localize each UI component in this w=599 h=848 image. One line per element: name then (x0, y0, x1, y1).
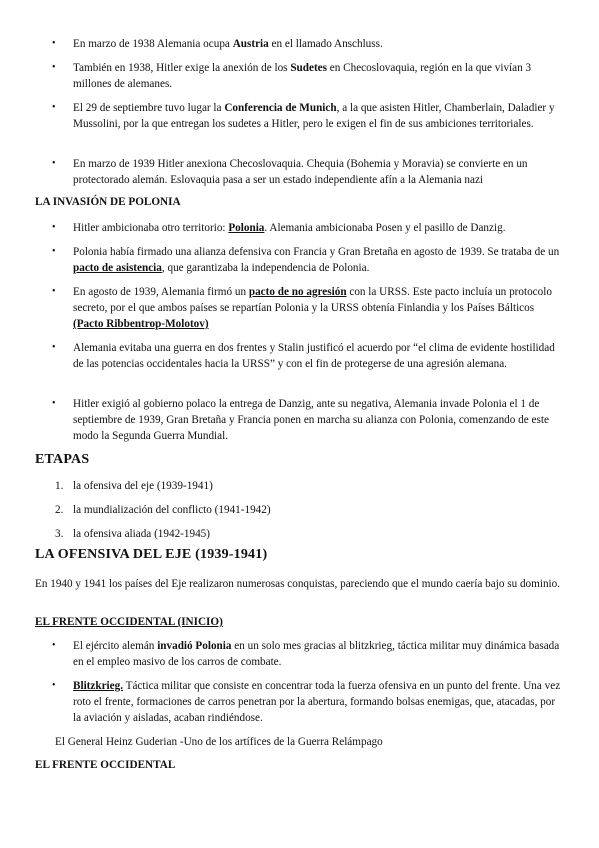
list-item-text: Alemania evitaba una guerra en dos frentes y Stalin justificó el acuerdo por “el clima de evidente hostilidad de las potencias occidentales hacia la URSS” y con el fin de protegerse de una agresión alemana. (73, 342, 555, 370)
bullet-icon: • (52, 680, 56, 691)
bullet-icon: • (52, 38, 56, 49)
section-heading-invasion: LA INVASIÓN DE POLONIA (35, 196, 181, 208)
section-heading-etapas: ETAPAS (35, 452, 90, 467)
list-item-text: El 29 de septiembre tuvo lugar la Conferencia de Munich, a la que asisten Hitler, Chamberlain, Daladier y Mussolini, por la que entregan los sudetes a Hitler, pero le exigen el fin de sus ambiciones territoriales. (73, 102, 555, 130)
bullet-icon: • (52, 246, 56, 257)
section-heading-frente-inicio: EL FRENTE OCCIDENTAL (INICIO) (35, 616, 223, 628)
caption-guderian: El General Heinz Guderian -Uno de los artífices de la Guerra Relámpago (55, 736, 383, 748)
list-item-text: la ofensiva aliada (1942-1945) (73, 528, 210, 540)
list-item-text: la mundialización del conflicto (1941-1942) (73, 504, 271, 516)
section-heading-ofensiva: LA OFENSIVA DEL EJE (1939-1941) (35, 547, 268, 562)
bullet-icon: • (52, 398, 56, 409)
list-item-text: En marzo de 1939 Hitler anexiona Checoslovaquia. Chequia (Bohemia y Moravia) se convierte en un protectorado alemán. Eslovaquia pasa a ser un estado independiente afín a la Alemania nazi (73, 158, 528, 186)
list-number: 3. (55, 528, 64, 540)
list-item-text: En marzo de 1938 Alemania ocupa Austria en el llamado Anschluss. (73, 38, 383, 50)
list-number: 2. (55, 504, 64, 516)
bullet-icon: • (52, 102, 56, 113)
bullet-icon: • (52, 342, 56, 353)
list-number: 1. (55, 480, 64, 492)
list-item-text: la ofensiva del eje (1939-1941) (73, 480, 213, 492)
bullet-icon: • (52, 286, 56, 297)
section-heading-frente: EL FRENTE OCCIDENTAL (35, 759, 176, 771)
list-item-text: El ejército alemán invadió Polonia en un solo mes gracias al blitzkrieg, táctica militar muy dinámica basada en el empleo masivo de los carros de combate. (73, 640, 560, 668)
bullet-icon: • (52, 158, 56, 169)
bullet-icon: • (52, 640, 56, 651)
list-item-text: Hitler exigió al gobierno polaco la entrega de Danzig, ante su negativa, Alemania invade Polonia el 1 de septiembre de 1939, Gran Bretaña y Francia ponen en marcha su alianza con Polonia, comenzando de este modo la Segunda Guerra Mundial. (73, 398, 549, 442)
list-item-text: Polonia había firmado una alianza defensiva con Francia y Gran Bretaña en agosto de 1939. Se trataba de un pacto de asistencia, que garantizaba la independencia de Polonia. (73, 246, 560, 274)
bullet-icon: • (52, 222, 56, 233)
bullet-icon: • (52, 62, 56, 73)
paragraph-ofensiva: En 1940 y 1941 los países del Eje realizaron numerosas conquistas, pareciendo que el mundo caería bajo su dominio. (35, 578, 561, 590)
list-item-text: Blitzkrieg. Táctica militar que consiste en concentrar toda la fuerza ofensiva en un punto del frente. Una vez roto el frente, formaciones de carros penetran por la abertura, formando bolsas enemigas, que, atacadas, por la aviación y aisladas, acaban rindiéndose. (73, 680, 561, 724)
list-item-text: En agosto de 1939, Alemania firmó un pacto de no agresión con la URSS. Este pacto incluía un protocolo secreto, por el que ambos países se repartían Polonia y la URSS obtenía Finlandia y los Países Bálticos (Pacto Ribbentrop-Molotov) (73, 286, 552, 330)
list-item-text: También en 1938, Hitler exige la anexión de los Sudetes en Checoslovaquia, región en la que vivían 3 millones de alemanes. (73, 62, 532, 90)
list-item-text: Hitler ambicionaba otro territorio: Polonia. Alemania ambicionaba Posen y el pasillo de Danzig. (73, 222, 506, 234)
